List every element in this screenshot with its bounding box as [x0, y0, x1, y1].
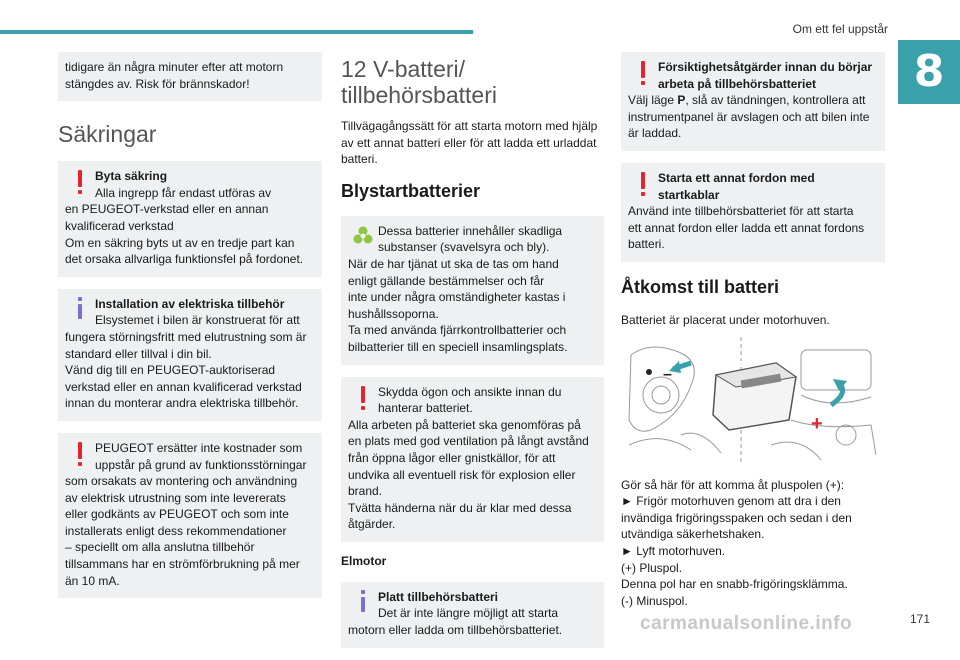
- battery-intro: [341, 118, 604, 168]
- access-steps: [621, 477, 885, 610]
- warning-icon: [78, 442, 82, 459]
- text-line: innan du monterar andra elektriska tillbehör.: [65, 396, 299, 411]
- text-line: verkstad eller en annan kvalificerad verkstad: [65, 379, 302, 394]
- recycle-leaf-icon: [352, 225, 374, 247]
- info-icon: [361, 597, 365, 612]
- plus-sign: +: [811, 412, 823, 435]
- text-line: enligt gällande bestämmelser och får: [348, 273, 545, 288]
- text-line: ► Frigör motorhuven genom att dra i den: [621, 494, 841, 509]
- text-line: invändiga frigöringsspaken och sedan i den: [621, 510, 852, 525]
- battery-location-text: Batteriet är placerat under motorhuven.: [621, 312, 830, 327]
- text-line: än 10 mA.: [65, 573, 120, 588]
- box-title: Försiktighetsåtgärder innan du börjar: [658, 60, 873, 74]
- text-line: som orsakats av montering och användning: [65, 474, 298, 489]
- text-line: installerats enligt dess rekommendationer: [65, 523, 287, 538]
- column-2: [341, 52, 604, 660]
- text-line: Välj läge P, slå av tändningen, kontrollera att: [628, 93, 866, 108]
- text-line: Tillvägagångssätt för att starta motorn med hjälp: [341, 119, 598, 133]
- watermark: carmanualsonline.info: [640, 613, 853, 634]
- text-line: det orsaka allvarliga funktionsfel på fordonet.: [65, 252, 304, 267]
- warning-icon: [78, 170, 82, 187]
- text-line: Alla arbeten på batteriet ska genomföras på: [348, 417, 581, 432]
- text-line: uppstår på grund av funktionsstörningar: [95, 457, 307, 472]
- text-line: brand.: [348, 484, 383, 499]
- warning-box-peugeot-liability: [58, 433, 322, 598]
- engine-bay-illustration: [621, 335, 885, 465]
- text-line: av ett annat batteri eller för att ladda ett urladdat: [341, 135, 597, 150]
- section-heading-fuses: Säkringar: [58, 121, 157, 148]
- text-line: tillsammans har en strömförbrukning på mer: [65, 557, 300, 572]
- warning-box-precautions: [621, 52, 885, 151]
- text-line: undvika all eventuell risk för explosion eller: [348, 467, 576, 482]
- text-line: Alla ingrepp får endast utföras av: [95, 185, 272, 200]
- text-line: från öppna lågor eller gnistkällor, för att: [348, 450, 556, 465]
- warning-box-fuse-change: [58, 161, 322, 277]
- eco-box-disposal: [341, 216, 604, 365]
- text-line: (-) Minuspol.: [621, 593, 688, 608]
- text-line: Vänd dig till en PEUGEOT-auktoriserad: [65, 363, 276, 378]
- text-line: eller godkänts av PEUGEOT och som inte: [65, 507, 289, 522]
- text-line: ► Lyft motorhuven.: [621, 543, 726, 558]
- box-title: startkablar: [658, 187, 720, 202]
- heading-line: 12 V-batteri/: [341, 56, 466, 82]
- section-heading-battery: [341, 56, 604, 108]
- text-line: standard eller tillval i din bil.: [65, 346, 212, 361]
- chapter-badge: 8: [898, 40, 960, 104]
- text-line: batteri.: [628, 237, 665, 252]
- warning-icon: [361, 386, 365, 403]
- text-line: kvalificerad verkstad: [65, 218, 174, 233]
- text-line: Tvätta händerna när du är klar med dessa: [348, 500, 572, 515]
- column-1: [58, 52, 322, 610]
- text-line: motorn eller ladda om tillbehörsbatteriet.: [348, 623, 563, 638]
- box-title: arbeta på tillbehörsbatteriet: [658, 76, 817, 91]
- text-line: stängdes av. Risk för brännskador!: [65, 76, 250, 91]
- text-line: Elsystemet i bilen är konstruerat för att: [95, 313, 300, 328]
- text-line: Ta med använda fjärrkontrollbatterier och: [348, 323, 567, 338]
- subheading-lead-acid: Blystartbatterier: [341, 180, 481, 201]
- info-box-flat-battery: [341, 582, 604, 648]
- text-line: instrumentpanel är avslagen och att bilen inte: [628, 109, 870, 124]
- text-line: fungera störningsfritt med elutrustning som är: [65, 329, 307, 344]
- subheading-battery-access: Åtkomst till batteri: [621, 276, 780, 297]
- text-line: utvändiga säkerhetshaken.: [621, 527, 765, 542]
- text-line: – speciellt om alla anslutna tillbehör: [65, 540, 255, 555]
- text-line: hushållssoporna.: [348, 306, 439, 321]
- text-line: hanterar batteriet.: [378, 401, 473, 416]
- text-line: inte under några omständigheter kastas i: [348, 290, 566, 305]
- box-title: Byta säkring: [95, 169, 168, 184]
- text-line: Om en säkring byts ut av en tredje part kan: [65, 235, 295, 250]
- warning-icon: [641, 61, 645, 78]
- text-line: bilbatterier till en speciell insamlingsplats.: [348, 339, 568, 354]
- box-title: Starta ett annat fordon med: [658, 170, 815, 185]
- text-line: åtgärder.: [348, 517, 396, 532]
- text-line: PEUGEOT ersätter inte kostnader som: [95, 440, 303, 455]
- heading-line: tillbehörsbatteri: [341, 82, 497, 108]
- battery-drawing: [713, 363, 796, 430]
- text-line: Gör så här för att komma åt pluspolen (+):: [621, 477, 845, 492]
- box-title: Platt tillbehörsbatteri: [378, 589, 499, 604]
- text-line: ett annat fordon eller ladda ett annat fordons: [628, 220, 865, 235]
- warning-icon: [641, 172, 645, 189]
- column-3: [621, 52, 885, 621]
- info-box-electrical-accessories: [58, 289, 322, 421]
- subheading-electric-motor: Elmotor: [341, 553, 387, 568]
- text-line: Det är inte längre möjligt att starta: [378, 606, 559, 621]
- text-line: av elektrisk utrustning som inte levererats: [65, 490, 286, 505]
- text-line: substanser (svavelsyra och bly).: [378, 240, 550, 255]
- text-line: batteri.: [341, 152, 378, 167]
- text-line: Denna pol har en snabb-frigöringsklämma.: [621, 577, 848, 592]
- box-title: Installation av elektriska tillbehör: [95, 296, 285, 311]
- text-line: Dessa batterier innehåller skadliga: [378, 223, 563, 238]
- text-line: Använd inte tillbehörsbatteriet för att starta: [628, 204, 854, 219]
- text-line: När de har tjänat ut ska de tas om hand: [348, 256, 559, 271]
- text-line: (+) Pluspol.: [621, 560, 683, 575]
- info-icon: [78, 304, 82, 319]
- text-line: en PEUGEOT-verkstad eller en annan: [65, 202, 269, 217]
- page-number: 171: [909, 612, 930, 626]
- intro-note-box: [58, 52, 322, 101]
- header-accent-bar: [0, 30, 473, 34]
- warning-box-jump-start: [621, 163, 885, 262]
- text-line: är laddad.: [628, 126, 682, 141]
- minus-sign: –: [663, 365, 672, 383]
- section-title: Om ett fel uppstår: [792, 22, 888, 36]
- text-line: tidigare än några minuter efter att motorn: [65, 60, 284, 74]
- warning-box-eye-protection: [341, 377, 604, 542]
- text-line: en plats med god ventilation på långt avstånd: [348, 434, 589, 449]
- text-line: Skydda ögon och ansikte innan du: [378, 384, 562, 399]
